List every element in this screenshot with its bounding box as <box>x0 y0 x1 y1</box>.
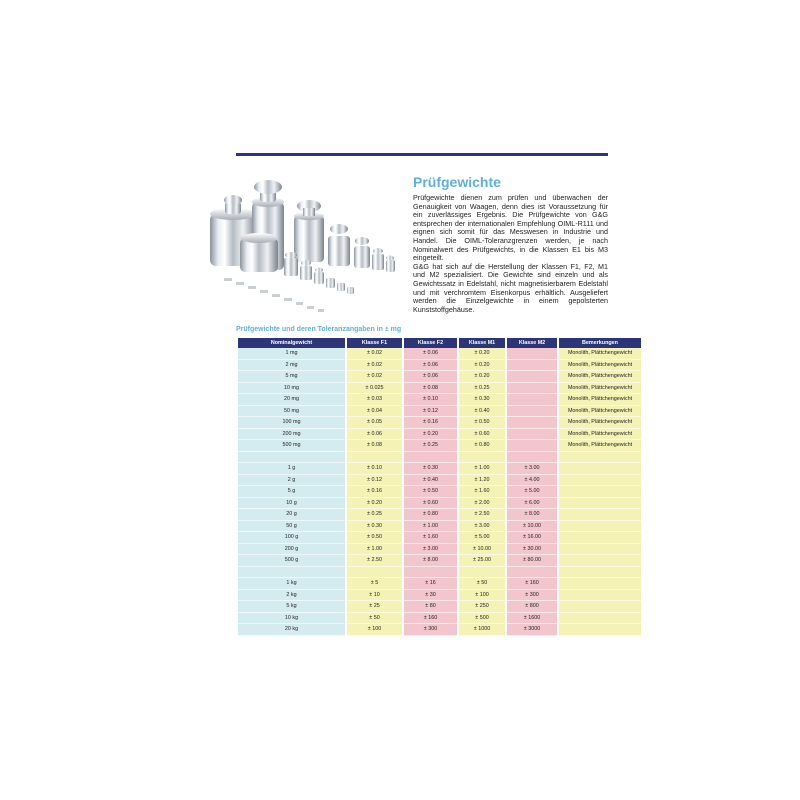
table-row <box>238 440 641 452</box>
cell-f2: ± 0.06 <box>404 371 457 383</box>
spacer-cell <box>347 567 402 579</box>
cell-m2: ± 80.00 <box>507 555 557 567</box>
cell-m2 <box>507 417 557 429</box>
cell-f1: ± 50 <box>347 613 402 625</box>
cell-nominal: 50 g <box>238 521 345 533</box>
cell-f2: ± 0.60 <box>404 498 457 510</box>
table-row <box>238 394 641 406</box>
cell-f1: ± 10 <box>347 590 402 602</box>
cell-m1: ± 2.50 <box>459 509 505 521</box>
cell-f2: ± 1.00 <box>404 521 457 533</box>
header-nominal: Nominalgewicht <box>238 338 345 348</box>
cell-f2: ± 0.12 <box>404 406 457 418</box>
cell-f1: ± 0.04 <box>347 406 402 418</box>
cell-remarks <box>559 509 641 521</box>
cell-remarks <box>559 521 641 533</box>
cell-f2: ± 1.60 <box>404 532 457 544</box>
header-m1: Klasse M1 <box>459 338 505 348</box>
cell-m2: ± 16.00 <box>507 532 557 544</box>
header-f1: Klasse F1 <box>347 338 402 348</box>
cell-f2: ± 80 <box>404 601 457 613</box>
cell-m1: ± 500 <box>459 613 505 625</box>
table-row <box>238 613 641 625</box>
cell-m2: ± 160 <box>507 578 557 590</box>
cell-f1: ± 0.02 <box>347 348 402 360</box>
table-body <box>238 348 641 636</box>
cell-m1: ± 250 <box>459 601 505 613</box>
cell-f2: ± 0.06 <box>404 360 457 372</box>
cell-nominal: 50 mg <box>238 406 345 418</box>
cell-m2: ± 1600 <box>507 613 557 625</box>
cell-m1: ± 0.80 <box>459 440 505 452</box>
cell-f2: ± 0.40 <box>404 475 457 487</box>
table-row <box>238 624 641 636</box>
cell-m2: ± 6.00 <box>507 498 557 510</box>
spacer-cell <box>507 452 557 464</box>
table-row <box>238 555 641 567</box>
cell-remarks <box>559 624 641 636</box>
cell-f1: ± 0.02 <box>347 371 402 383</box>
cell-f1: ± 0.08 <box>347 440 402 452</box>
cell-f1: ± 0.30 <box>347 521 402 533</box>
table-row <box>238 348 641 360</box>
cell-f1: ± 5 <box>347 578 402 590</box>
header-f2: Klasse F2 <box>404 338 457 348</box>
spacer-cell <box>238 567 345 579</box>
spacer-cell <box>404 567 457 579</box>
cell-f2: ± 16 <box>404 578 457 590</box>
cell-f1: ± 1.00 <box>347 544 402 556</box>
table-caption: Prüfgewichte und deren Toleranzangaben in ± mg <box>236 326 402 333</box>
spacer-cell <box>404 452 457 464</box>
cell-f2: ± 8.00 <box>404 555 457 567</box>
page-title: Prüfgewichte <box>413 174 501 190</box>
cell-f2: ± 0.06 <box>404 348 457 360</box>
intro-text <box>413 194 608 314</box>
cell-f1: ± 0.02 <box>347 360 402 372</box>
cell-f1: ± 0.12 <box>347 475 402 487</box>
table-row <box>238 360 641 372</box>
cell-m2: ± 800 <box>507 601 557 613</box>
cell-m1: ± 1.60 <box>459 486 505 498</box>
cell-m2: ± 10.00 <box>507 521 557 533</box>
cell-m2 <box>507 440 557 452</box>
cell-f2: ± 0.08 <box>404 383 457 395</box>
header-m2: Klasse M2 <box>507 338 557 348</box>
cell-f1: ± 0.25 <box>347 509 402 521</box>
table-row <box>238 486 641 498</box>
cell-m1: ± 0.30 <box>459 394 505 406</box>
cell-remarks <box>559 544 641 556</box>
cell-remarks <box>559 555 641 567</box>
cell-nominal: 200 g <box>238 544 345 556</box>
cell-nominal: 5 mg <box>238 371 345 383</box>
cell-m2: ± 4.00 <box>507 475 557 487</box>
spacer-cell <box>238 452 345 464</box>
cell-m1: ± 1000 <box>459 624 505 636</box>
cell-f2: ± 0.10 <box>404 394 457 406</box>
cell-remarks <box>559 475 641 487</box>
cell-remarks: Monolith, Plättchengewicht <box>559 406 641 418</box>
cell-f2: ± 30 <box>404 590 457 602</box>
table-header-row <box>238 338 641 348</box>
cell-m1: ± 0.20 <box>459 348 505 360</box>
table-row <box>238 590 641 602</box>
cell-m1: ± 1.20 <box>459 475 505 487</box>
cell-f1: ± 0.06 <box>347 429 402 441</box>
cell-remarks <box>559 498 641 510</box>
cell-f1: ± 2.50 <box>347 555 402 567</box>
spacer-cell <box>559 452 641 464</box>
table-row <box>238 429 641 441</box>
cell-nominal: 20 kg <box>238 624 345 636</box>
cell-remarks <box>559 578 641 590</box>
table-row <box>238 475 641 487</box>
cell-m1: ± 0.20 <box>459 371 505 383</box>
cell-remarks: Monolith, Plättchengewicht <box>559 417 641 429</box>
cell-nominal: 1 g <box>238 463 345 475</box>
cell-f2: ± 0.25 <box>404 440 457 452</box>
cell-remarks: Monolith, Plättchengewicht <box>559 429 641 441</box>
cell-nominal: 5 g <box>238 486 345 498</box>
table-row <box>238 601 641 613</box>
cell-nominal: 1 kg <box>238 578 345 590</box>
table-row <box>238 383 641 395</box>
cell-m2 <box>507 406 557 418</box>
cell-remarks: Monolith, Plättchengewicht <box>559 440 641 452</box>
cell-m2: ± 30.00 <box>507 544 557 556</box>
cell-f1: ± 0.03 <box>347 394 402 406</box>
cell-m1: ± 50 <box>459 578 505 590</box>
table-row <box>238 532 641 544</box>
cell-f2: ± 0.50 <box>404 486 457 498</box>
spacer-cell <box>507 567 557 579</box>
cell-m1: ± 0.50 <box>459 417 505 429</box>
intro-paragraph-2: G&G hat sich auf die Herstellung der Klassen F1, F2, M1 und M2 spezialisiert. Die Gewichte sind einzeln und als Gewichtssatz in Edelstahl, nicht magnetisierbarem Edelstahl und mit verchromtem Eisenkorpus erhältlich. Ausgeliefert werden die Einzelgewichte in einem gepolsterten Kunststoffgehäuse. <box>413 261 608 314</box>
cell-remarks: Monolith, Plättchengewicht <box>559 394 641 406</box>
cell-m2: ± 300 <box>507 590 557 602</box>
cell-f1: ± 100 <box>347 624 402 636</box>
spacer-cell <box>347 452 402 464</box>
cell-f2: ± 0.20 <box>404 429 457 441</box>
cell-f2: ± 300 <box>404 624 457 636</box>
cell-m1: ± 0.40 <box>459 406 505 418</box>
cell-f1: ± 0.16 <box>347 486 402 498</box>
intro-paragraph-1: Prüfgewichte dienen zum prüfen und überwachen der Genauigkeit von Waagen, denn dies ist Voraussetzung für ein zuverlässiges Ergebnis. Die Prüfgewichte von G&G entsprechen der internationalen Empfehlung OIML-R111 und eignen sich somit für das Messwesen in Industrie und Handel. Die OIML-Toleranzgrenzen werden, je nach Nominalwert des Prüfgewichts, in die Klassen E1 bis M3 eingeteilt. <box>413 193 608 263</box>
table-row <box>238 578 641 590</box>
cell-nominal: 10 kg <box>238 613 345 625</box>
cell-remarks: Monolith, Plättchengewicht <box>559 348 641 360</box>
cell-m1: ± 3.00 <box>459 521 505 533</box>
table-row <box>238 509 641 521</box>
cell-remarks: Monolith, Plättchengewicht <box>559 371 641 383</box>
cell-m1: ± 1.00 <box>459 463 505 475</box>
cell-remarks <box>559 532 641 544</box>
cell-nominal: 1 mg <box>238 348 345 360</box>
cell-m2 <box>507 360 557 372</box>
cell-f1: ± 0.20 <box>347 498 402 510</box>
header-remarks: Bemerkungen <box>559 338 641 348</box>
cell-m2 <box>507 383 557 395</box>
table-row <box>238 417 641 429</box>
table-spacer-row <box>238 452 641 464</box>
cell-remarks <box>559 601 641 613</box>
cell-m2: ± 8.00 <box>507 509 557 521</box>
cell-remarks: Monolith, Plättchengewicht <box>559 383 641 395</box>
cell-remarks: Monolith, Plättchengewicht <box>559 360 641 372</box>
cell-m1: ± 2.00 <box>459 498 505 510</box>
cell-f2: ± 0.30 <box>404 463 457 475</box>
cell-nominal: 20 g <box>238 509 345 521</box>
tolerance-table <box>236 338 643 636</box>
cell-remarks <box>559 486 641 498</box>
cell-nominal: 500 mg <box>238 440 345 452</box>
cell-nominal: 2 g <box>238 475 345 487</box>
spacer-cell <box>459 567 505 579</box>
cell-m1: ± 25.00 <box>459 555 505 567</box>
cell-f1: ± 0.10 <box>347 463 402 475</box>
cell-m2 <box>507 348 557 360</box>
table-row <box>238 406 641 418</box>
cell-nominal: 200 mg <box>238 429 345 441</box>
cell-f2: ± 0.16 <box>404 417 457 429</box>
table-spacer-row <box>238 567 641 579</box>
cell-m2 <box>507 429 557 441</box>
cell-nominal: 100 g <box>238 532 345 544</box>
cell-m2 <box>507 371 557 383</box>
cell-m1: ± 0.20 <box>459 360 505 372</box>
cell-f1: ± 0.50 <box>347 532 402 544</box>
cell-remarks <box>559 463 641 475</box>
cell-nominal: 10 mg <box>238 383 345 395</box>
cell-f1: ± 25 <box>347 601 402 613</box>
cell-nominal: 2 kg <box>238 590 345 602</box>
cell-f2: ± 3.00 <box>404 544 457 556</box>
table-row <box>238 498 641 510</box>
cell-nominal: 2 mg <box>238 360 345 372</box>
table-row <box>238 371 641 383</box>
cell-f1: ± 0.025 <box>347 383 402 395</box>
table-row <box>238 463 641 475</box>
cell-m1: ± 10.00 <box>459 544 505 556</box>
cell-remarks <box>559 590 641 602</box>
cell-m1: ± 100 <box>459 590 505 602</box>
cell-m1: ± 5.00 <box>459 532 505 544</box>
cell-m2 <box>507 394 557 406</box>
cell-nominal: 100 mg <box>238 417 345 429</box>
cell-m1: ± 0.25 <box>459 383 505 395</box>
cell-f1: ± 0.05 <box>347 417 402 429</box>
cell-m1: ± 0.60 <box>459 429 505 441</box>
table-row <box>238 544 641 556</box>
cell-remarks <box>559 613 641 625</box>
table-row <box>238 521 641 533</box>
cell-nominal: 10 g <box>238 498 345 510</box>
spacer-cell <box>459 452 505 464</box>
cell-m2: ± 3.00 <box>507 463 557 475</box>
cell-nominal: 500 g <box>238 555 345 567</box>
cell-nominal: 20 mg <box>238 394 345 406</box>
top-rule <box>236 153 608 156</box>
weight-group <box>210 180 395 312</box>
cell-m2: ± 5.00 <box>507 486 557 498</box>
spacer-cell <box>559 567 641 579</box>
test-weights-photo <box>204 166 410 332</box>
cell-f2: ± 0.80 <box>404 509 457 521</box>
cell-m2: ± 3000 <box>507 624 557 636</box>
cell-nominal: 5 kg <box>238 601 345 613</box>
cell-f2: ± 160 <box>404 613 457 625</box>
